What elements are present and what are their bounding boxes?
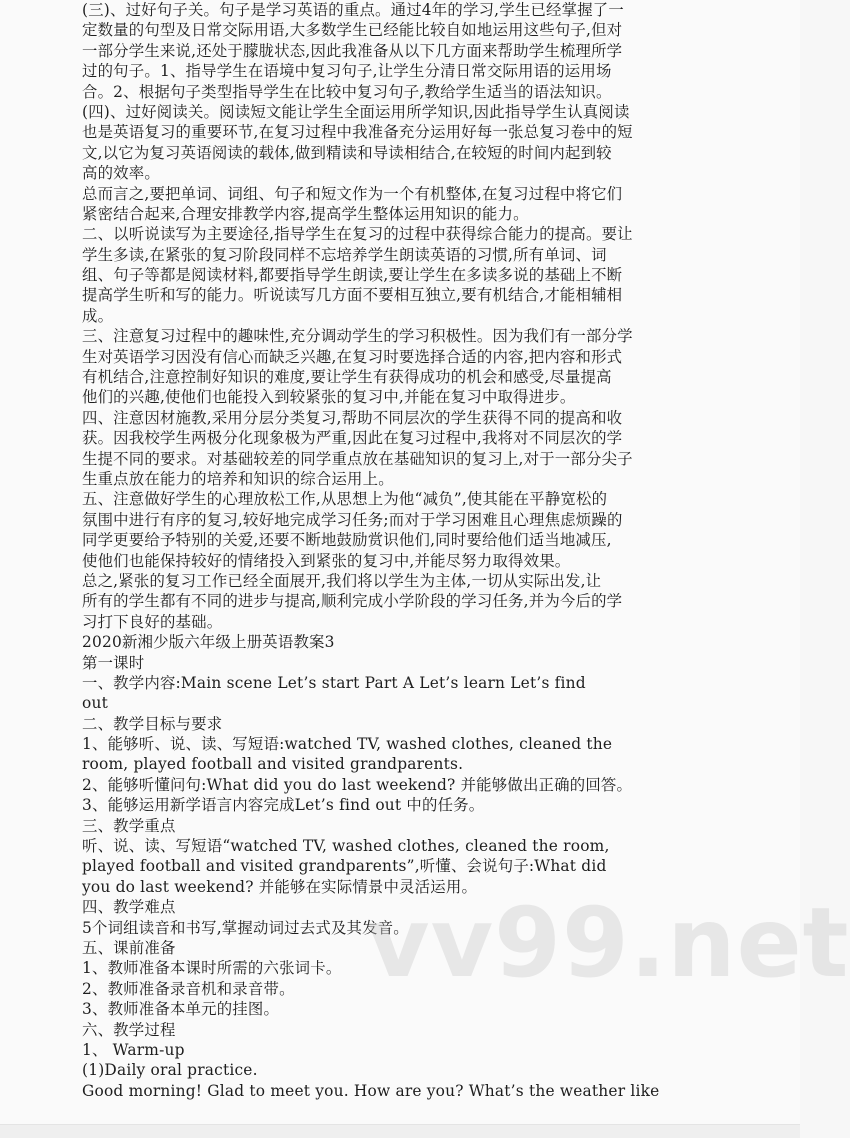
text-line: you do last weekend? 并能够在实际情景中灵活运用。: [82, 877, 478, 896]
page-bottom-edge: [0, 1124, 800, 1138]
text-line: 高的效率。: [82, 164, 160, 183]
text-line: 三、教学重点: [82, 816, 176, 835]
text-line: 1、教师准备本课时所需的六张词卡。: [82, 959, 342, 978]
text-line: 二、教学目标与要求: [82, 714, 223, 733]
text-line: 提高学生听和写的能力。听说读写几方面不要相互独立,要有机结合,才能相辅相: [82, 286, 623, 305]
text-line: 五、注意做好学生的心理放松工作,从思想上为他“减负”,使其能在平静宽松的: [82, 490, 608, 509]
text-line: (四)、过好阅读关。阅读短文能让学生全面运用所学知识,因此指导学生认真阅读: [82, 102, 630, 121]
text-line: 有机结合,注意控制好知识的难度,要让学生有获得成功的机会和感受,尽量提高: [82, 368, 612, 387]
text-line: 1、 Warm-up: [82, 1040, 185, 1059]
text-line: 他们的兴趣,使他们也能投入到较紧张的复习中,并能在复习中取得进步。: [82, 388, 576, 407]
text-line: 也是英语复习的重要环节,在复习过程中我准备充分运用好每一张总复习卷中的短: [82, 123, 633, 142]
text-line: 三、注意复习过程中的趣味性,充分调动学生的学习积极性。因为我们有一部分学: [82, 327, 633, 346]
text-line: 总之,紧张的复习工作已经全面展开,我们将以学生为主体,一切从实际出发,让: [82, 571, 602, 590]
text-line: 2020新湘少版六年级上册英语教案3: [82, 633, 335, 652]
text-line: 总而言之,要把单词、词组、句子和短文作为一个有机整体,在复习过程中将它们: [82, 184, 623, 203]
text-line: 同学更要给予特别的关爱,还要不断地鼓励赏识他们,同时要给他们适当地减压,: [82, 531, 612, 550]
text-line: 五、课前准备: [82, 938, 176, 957]
text-line: 合。2、根据句子类型指导学生在比较中复习句子,教给学生适当的语法知识。: [82, 82, 612, 101]
text-line: 四、教学难点: [82, 898, 176, 917]
text-line: 1、能够听、说、读、写短语:watched TV, washed clothes, cleaned the: [82, 735, 613, 754]
text-line: 生重点放在能力的培养和知识的综合运用上。: [82, 469, 394, 488]
text-line: 定数量的句型及日常交际用语,大多数学生已经能比较自如地运用这些句子,但对: [82, 21, 623, 40]
text-line: 2、教师准备录音机和录音带。: [82, 979, 295, 998]
text-line: 四、注意因材施教,采用分层分类复习,帮助不同层次的学生获得不同的提高和收: [82, 408, 623, 427]
text-line: out: [82, 694, 108, 713]
text-line: 3、能够运用新学语言内容完成Let’s find out 中的任务。: [82, 796, 485, 815]
text-line: played football and visited grandparents”,听懂、会说句子:What did: [82, 857, 607, 876]
text-line: 文,以它为复习英语阅读的载体,做到精读和导读相结合,在较短的时间内起到较: [82, 143, 612, 162]
text-line: 使他们也能保持较好的情绪投入到紧张的复习中,并能尽努力取得效果。: [82, 551, 571, 570]
text-line: (1)Daily oral practice.: [82, 1061, 258, 1080]
text-line: 成。: [82, 306, 114, 325]
text-line: 2、能够听懂问句:What did you do last weekend? 并能够做出正确的回答。: [82, 775, 633, 794]
text-line: 习打下良好的基础。: [82, 612, 223, 631]
text-line: 第一课时: [82, 653, 145, 672]
text-line: 获。因我校学生两极分化现象极为严重,因此在复习过程中,我将对不同层次的学: [82, 429, 623, 448]
text-line: 组、句子等都是阅读材料,都要指导学生朗读,要让学生在多读多说的基础上不断: [82, 266, 623, 285]
text-line: room, played football and visited grandparents.: [82, 755, 464, 774]
text-line: 二、以听说读写为主要途径,指导学生在复习的过程中获得综合能力的提高。要让: [82, 225, 633, 244]
text-line: 一部分学生来说,还处于朦胧状态,因此我准备从以下几方面来帮助学生梳理所学: [82, 41, 623, 60]
text-line: 所有的学生都有不同的进步与提高,顺利完成小学阶段的学习任务,并为今后的学: [82, 592, 623, 611]
text-line: 六、教学过程: [82, 1020, 176, 1039]
text-line: (三)、过好句子关。句子是学习英语的重点。通过4年的学习,学生已经掌握了一: [82, 1, 624, 19]
site-watermark: vv99.net: [367, 887, 850, 999]
text-line: 听、说、读、写短语“watched TV, washed clothes, cleaned the room,: [82, 837, 610, 856]
text-line: 学生多读,在紧张的复习阶段同样不忘培养学生朗读英语的习惯,所有单词、词: [82, 245, 607, 264]
text-line: 过的句子。1、指导学生在语境中复习句子,让学生分清日常交际用语的运用场: [82, 62, 612, 81]
text-line: 生提不同的要求。对基础较差的同学重点放在基础知识的复习上,对于一部分尖子: [82, 449, 633, 468]
text-line: 紧密结合起来,合理安排教学内容,提高学生整体运用知识的能力。: [82, 204, 529, 223]
text-line: 5个词组读音和书写,掌握动词过去式及其发音。: [82, 918, 409, 937]
text-line: 生对英语学习因没有信心而缺乏兴趣,在复习时要选择合适的内容,把内容和形式: [82, 347, 623, 366]
text-line: 3、教师准备本单元的挂图。: [82, 1000, 280, 1019]
text-line: 氛围中进行有序的复习,较好地完成学习任务;而对于学习困难且心理焦虑烦躁的: [82, 510, 623, 529]
text-line: Good morning! Glad to meet you. How are you? What’s the weather like: [82, 1081, 660, 1100]
text-line: 一、教学内容:Main scene Let’s start Part A Let’s learn Let’s find: [82, 673, 586, 692]
